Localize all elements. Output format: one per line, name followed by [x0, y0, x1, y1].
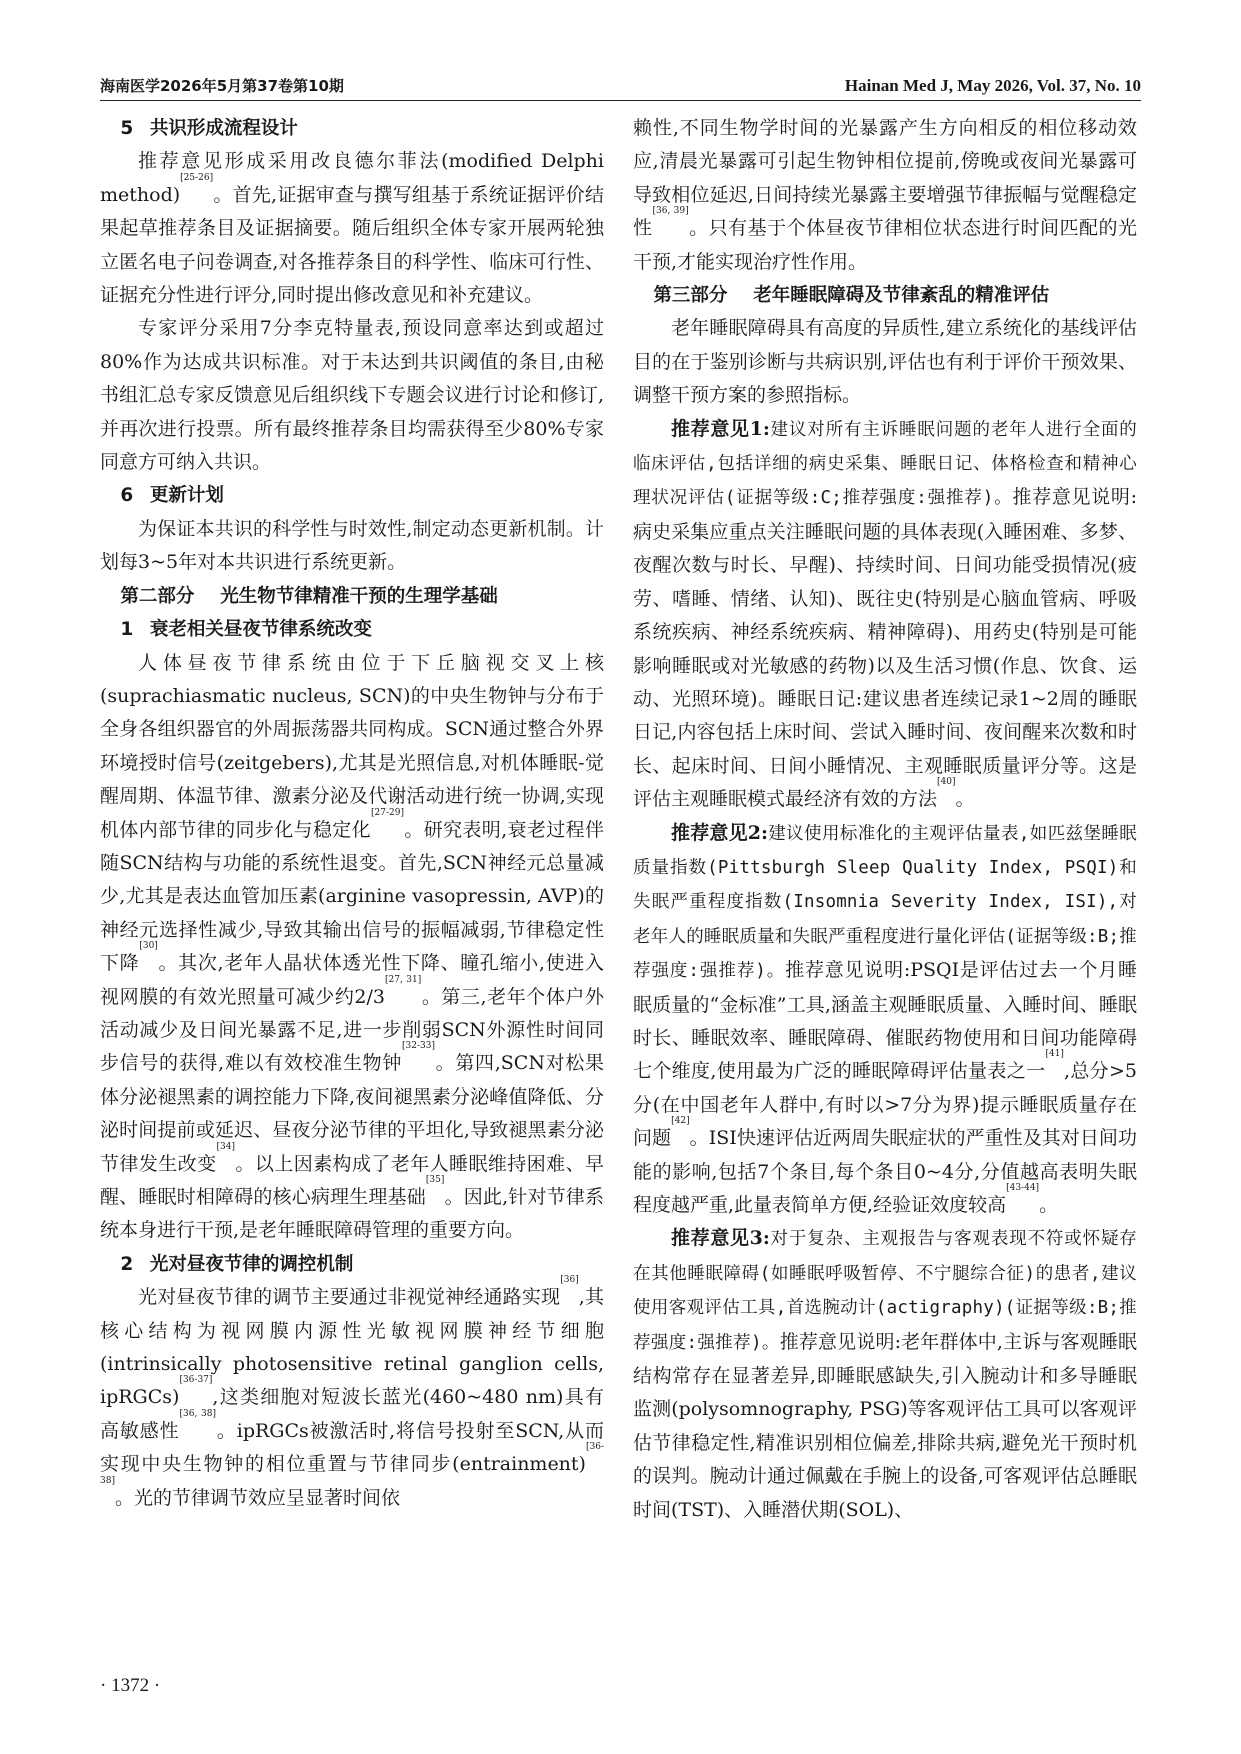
paragraph: 人体昼夜节律系统由位于下丘脑视交叉上核(suprachiasmatic nucleus, SCN)的中央生物钟与分布于全身各组织器官的外周振荡器共同构成。SCN通过整合外界环境授时信号(zeitgebers),尤其是光照信息,对机体睡眠-觉醒周期、体温节律、激素分泌及代谢活动进行统一协调,实现机体内部节律的同步化与稳定化[27-29]。研究表明,衰老过程伴随SCN结构与功能的系统性退变。首先,SCN神经元总量减少,尤其是表达血管加压素(arginine vasopressin, AVP)的神经元选择性减少,导致其输出信号的振幅减弱,节律稳定性下降[30]。其次,老年人晶状体透光性下降、瞳孔缩小,使进入视网膜的有效光照量可减少约2/3[27, 31]。第三,老年个体户外活动减少及日间光暴露不足,进一步削弱SCN外源性时间同步信号的获得,难以有效校准生物钟[32-33]。第四,SCN对松果体分泌褪黑素的调控能力下降,夜间褪黑素分泌峰值降低、分泌时间提前或延迟、昼夜分泌节律的平坦化,导致褪黑素分泌节律发生改变[34]。以上因素构成了老年人睡眠维持困难、早醒、睡眠时相障碍的核心病理生理基础[35]。因此,针对节律系统本身进行干预,是老年睡眠障碍管理的重要方向。 — [100, 651, 605, 1242]
paragraph: 推荐意见形成采用改良德尔菲法(modified Delphi method)[25-26]。首先,证据审查与撰写组基于系统证据评价结果起草推荐条目及证据摘要。随后组织全体专家开展两轮独立匿名电子问卷调查,对各推荐条目的科学性、临床可行性、证据充分性进行评分,同时提出修改意见和补充建议。 — [100, 150, 604, 307]
paragraph: 专家评分采用7分李克特量表,预设同意率达到或超过80%作为达成共识标准。对于未达到共识阈值的条目,由秘书组汇总专家反馈意见后组织线下专题会议进行讨论和修订,并再次进行投票。所有最终推荐条目均需获得至少80%专家同意方可纳入共识。 — [100, 317, 604, 474]
journal-header-left: 海南医学2026年5月第37卷第10期 — [100, 77, 344, 95]
recommendation-2: 推荐意见2:建议使用标准化的主观评估量表,如匹兹堡睡眠质量指数(Pittsburgh Sleep Quality Index, PSQI)和失眠严重程度指数(Insomnia Severity Index, ISI),对老年人的睡眠质量和失眠严重程度进行量化评估(证据等级:B;推荐强度:强推荐)。推荐意见说明:PSQI是评估过去一个月睡眠质量的“金标准”工具,涵盖主观睡眠质量、入睡时间、睡眠时长、睡眠效率、睡眠障碍、催眠药物使用和日间功能障碍七个维度,使用最为广泛的睡眠障碍评估量表之一[41],总分>5分(在中国老年人群中,有时以>7分为界)提示睡眠质量存在问题[42]。ISI快速评估近两周失眠症状的严重性及其对日间功能的影响,包括7个条目,每个条目0~4分,分值越高表明失眠程度越严重,此量表简单方便,经验证效度较高[43-44]。 — [633, 821, 1138, 1216]
paragraph: 为保证本共识的科学性与时效性,制定动态更新机制。计划每3~5年对本共识进行系统更新。 — [100, 517, 604, 574]
journal-header-right: Hainan Med J, May 2026, Vol. 37, No. 10 — [844, 76, 1141, 95]
citation: [36] — [560, 1275, 579, 1286]
citation: [43-44] — [1006, 1183, 1040, 1193]
recommendation-1: 推荐意见1:建议对所有主诉睡眠问题的老年人进行全面的临床评估,包括详细的病史采集、睡眠日记、体格检查和精神心理状况评估(证据等级:C;推荐强度:强推荐)。推荐意见说明:病史采集应重点关注睡眠问题的具体表现(入睡困难、多梦、夜醒次数与时长、早醒)、持续时间、日间功能受损情况(疲劳、嗜睡、情绪、认知)、既往史(特别是心脑血管病、呼吸系统疾病、神经系统疾病、精神障碍)、用药史(特别是可能影响睡眠或对光敏感的药物)以及生活习惯(作息、饮食、运动、光照环境)。睡眠日记:建议患者连续记录1~2周的睡眠日记,内容包括上床时间、尝试入睡时间、夜间醒来次数和时长、起床时间、日间小睡情况、主观睡眠质量评分等。这是评估主观睡眠模式最经济有效的方法[40]。 — [633, 417, 1138, 811]
citation: [34] — [216, 1141, 236, 1152]
citation: [30] — [139, 941, 158, 952]
citation: [27, 31] — [385, 974, 422, 985]
paragraph: 老年睡眠障碍具有高度的异质性,建立系统化的基线评估目的在于鉴别诊断与共病识别,评估也有利于评价干预效果、调整干预方案的参照指标。 — [633, 317, 1137, 407]
citation: [40] — [937, 777, 956, 788]
right-column — [633, 112, 1137, 1527]
running-head — [100, 76, 1141, 96]
header-rule — [100, 100, 1141, 101]
part-3-heading: 第三部分 老年睡眠障碍及节律紊乱的精准评估 — [653, 285, 1050, 307]
citation: [35] — [425, 1175, 445, 1185]
section-5-heading: 5 共识形成流程设计 — [120, 118, 298, 139]
citation: [36-38] — [100, 1442, 604, 1486]
left-column — [100, 112, 604, 1515]
part-2-heading: 第二部分 光生物节律精准干预的生理学基础 — [120, 585, 498, 607]
section-6-heading: 6 更新计划 — [120, 485, 224, 507]
citation: [36, 39] — [652, 206, 689, 217]
citation: [42] — [671, 1116, 690, 1127]
section-1-heading: 1 衰老相关昼夜节律系统改变 — [120, 619, 372, 641]
page-number: · 1372 · — [100, 1675, 161, 1696]
citation: [27-29] — [371, 807, 404, 818]
paragraph: 光对昼夜节律的调节主要通过非视觉神经通路实现[36],其核心结构为视网膜内源性光敏视网膜神经节细胞(intrinsically photosensitive retinal ganglion cells, ipRGCs)[36-37],这类细胞对短波长蓝光(460~480 nm)具有高敏感性[36, 38]。ipRGCs被激活时,将信号投射至SCN,从而实现中央生物钟的相位重置与节律同步(entrainment)[36-38]。光的节律调节效应呈显著时间依 — [100, 1275, 604, 1509]
citation: [41] — [1045, 1049, 1064, 1060]
citation: [36-37] — [179, 1375, 213, 1386]
citation: [25-26] — [180, 172, 214, 183]
paragraph: 赖性,不同生物学时间的光暴露产生方向相反的相位移动效应,清晨光暴露可引起生物钟相位提前,傍晚或夜间光暴露可导致相位延迟,日间持续光暴露主要增强节律振幅与觉醒稳定性[36, 39]。只有基于个体昼夜节律相位状态进行时间匹配的光干预,才能实现治疗性作用。 — [633, 117, 1137, 273]
citation: [32-33] — [402, 1041, 435, 1052]
citation: [36, 38] — [179, 1408, 217, 1419]
section-2-heading: 2 光对昼夜节律的调控机制 — [120, 1253, 354, 1275]
recommendation-3: 推荐意见3:对于复杂、主观报告与客观表现不符或怀疑存在其他睡眠障碍(如睡眠呼吸暂停、不宁腿综合征)的患者,建议使用客观评估工具,首选腕动计(actigraphy)(证据等级:B;推荐强度:强推荐)。推荐意见说明:老年群体中,主诉与客观睡眠结构常存在显著差异,即睡眠感缺失,引入腕动计和多导睡眠监测(polysomnography, PSG)等客观评估工具可以客观评估节律稳定性,精准识别相位偏差,排除共病,避免光干预时机的误判。腕动计通过佩戴在手腕上的设备,可客观评估总睡眠时间(TST)、入睡潜伏期(SOL)、 — [633, 1227, 1138, 1521]
